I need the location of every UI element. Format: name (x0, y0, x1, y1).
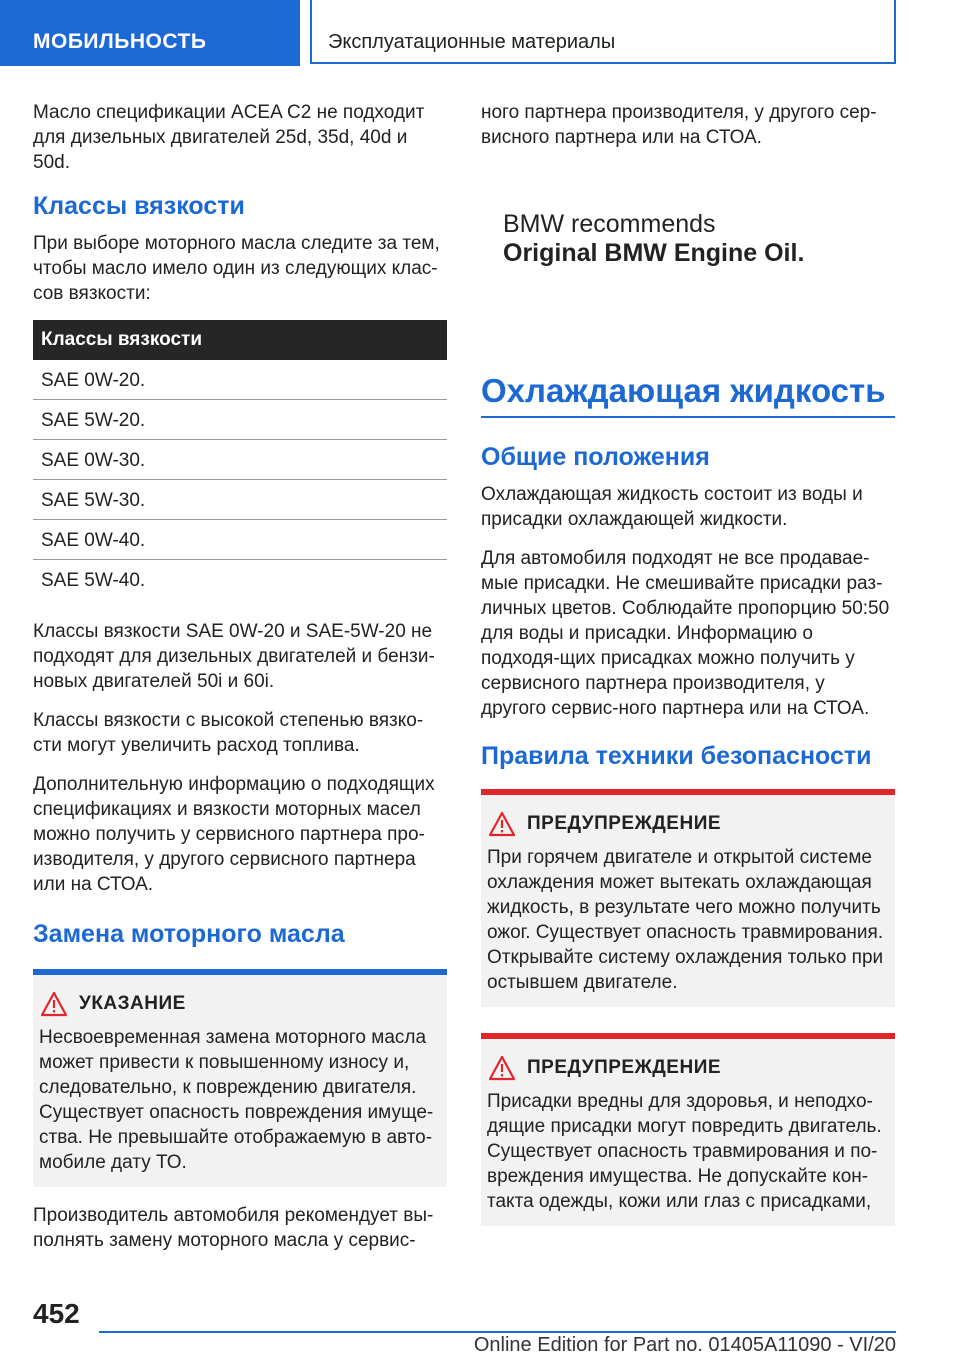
section-title: МОБИЛЬНОСТЬ (33, 30, 207, 53)
right-column (481, 100, 895, 1242)
notice-title: УКАЗАНИЕ (79, 993, 186, 1014)
page-number: 452 (33, 1298, 80, 1329)
continuation-paragraph: ного партнера производителя, у другого сер-висного партнера или на СТОА. (481, 102, 877, 148)
viscosity-intro: При выборе моторного масла следите за тем, чтобы масло имело один из следующих клас-сов вязкости: (33, 233, 440, 304)
oil-change-heading: Замена моторного масла (33, 920, 345, 948)
general-paragraph-1: Охлаждающая жидкость состоит из воды и присадки охлаждающей жидкости. (481, 484, 863, 530)
table-row: SAE 5W-20. (33, 400, 447, 440)
safety-heading: Правила техники безопасности (481, 742, 872, 770)
viscosity-heading: Классы вязкости (33, 192, 245, 220)
general-paragraph-2: Для автомобиля подходят не все продавае-мые присадки. Не смешивайте присадки раз-личных цветов. Соблюдайте пропорцию 50:50 для воды и присадки. Информацию о подходя-щих присадках можно получить у сервисного партнера производителя, у другого сервис-ного партнера или на СТОА. (481, 548, 890, 719)
chapter-header (310, 0, 896, 64)
warning-triangle-icon (41, 991, 67, 1017)
warning-box-1 (481, 789, 895, 1007)
footer-divider (99, 1331, 896, 1333)
footer-edition: Online Edition for Part no. 01405A11090 - VI/20 (473, 1334, 896, 1356)
warning-title-2: ПРЕДУПРЕЖДЕНИЕ (527, 1057, 722, 1078)
viscosity-note-3: Дополнительную информацию о подходящих спецификациях и вязкости моторных масел можно получить у сервисного партнера про-изводителя, у другого сервисного партнера или на СТОА. (33, 774, 435, 895)
notice-text: Несвоевременная замена моторного масла может привести к повышенному износу и, следовательно, к повреждению двигателя. Существует опасность повреждения имуще-ства. Не превышайте отображаемую в авто-мобиле дату ТО. (39, 1027, 434, 1173)
warning-header-2 (487, 1053, 889, 1083)
table-row: SAE 0W-30. (33, 440, 447, 480)
table-row: SAE 5W-40. (41, 570, 146, 591)
coolant-heading: Охлаждающая жидкость (481, 370, 895, 418)
table-row: SAE 0W-20. (33, 360, 447, 400)
table-header: Классы вязкости (33, 320, 447, 360)
warning-header-1 (487, 809, 889, 839)
chapter-title: Эксплуатационные материалы (328, 31, 616, 53)
section-tab (0, 0, 300, 66)
left-column (33, 100, 447, 1267)
warning-text-1: При горячем двигателе и открытой системе охлаждения может вытекать охлаждающая жидкость, в результате чего можно получить ожог. Существует опасность травмирования. Открывайте систему охлаждения только при остывшем двигателе. (487, 847, 884, 993)
intro-paragraph: Масло спецификации ACEA C2 не подходит для дизельных двигателей 25d, 35d, 40d и 50d. (33, 102, 425, 173)
viscosity-table (33, 320, 447, 599)
notice-box (33, 969, 447, 1187)
table-row: SAE 0W-40. (33, 520, 447, 560)
bmw-recommends-line: BMW recommends (503, 210, 716, 238)
warning-text-2: Присадки вредны для здоровья, и неподхо-дящие присадки могут повредить двигатель. Существует опасность травмирования и по-вреждения имущества. Не допускайте кон-такта одежды, кожи или глаз с присадками, (487, 1091, 882, 1212)
warning-triangle-icon (489, 1055, 515, 1081)
viscosity-note-2: Классы вязкости с высокой степенью вязко-сти могут увеличить расход топлива. (33, 710, 424, 756)
oil-change-recommendation: Производитель автомобиля рекомендует вы-полнять замену моторного масла у сервис- (33, 1205, 434, 1251)
table-row: SAE 5W-30. (33, 480, 447, 520)
bmw-recommendation (503, 210, 895, 268)
bmw-engine-oil-line: Original BMW Engine Oil. (503, 239, 805, 267)
warning-triangle-icon (489, 811, 515, 837)
general-heading: Общие положения (481, 443, 710, 471)
warning-box-2 (481, 1033, 895, 1226)
notice-header (39, 989, 441, 1019)
warning-title-1: ПРЕДУПРЕЖДЕНИЕ (527, 813, 722, 834)
viscosity-note-1: Классы вязкости SAE 0W-20 и SAE-5W-20 не подходят для дизельных двигателей и бензи-новых двигателей 50i и 60i. (33, 621, 435, 692)
